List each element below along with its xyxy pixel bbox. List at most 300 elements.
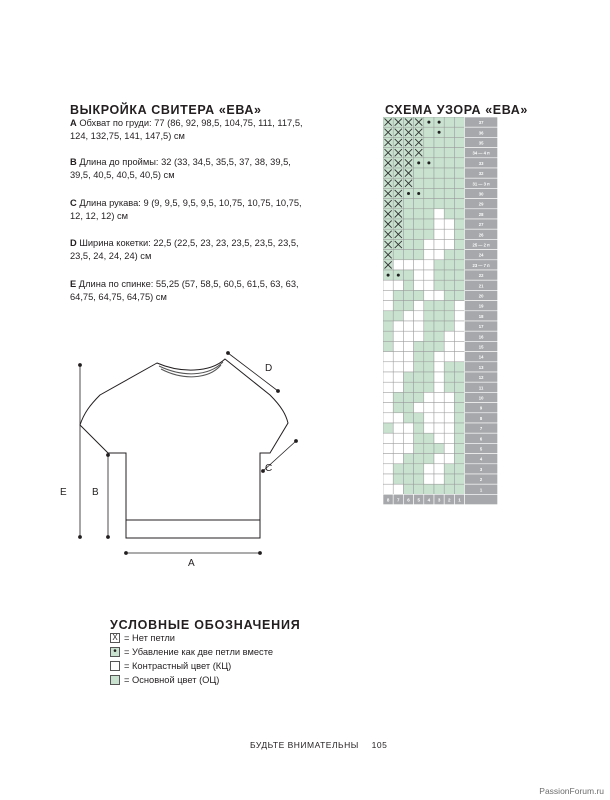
spec-text: Длина по спинке: 55,25 (57, 58,5, 60,5, 61,5, 63, 63, 64,75, 64,75, 64,75) см: [70, 279, 299, 303]
chart-cell: [383, 301, 393, 311]
chart-cell: [383, 311, 393, 321]
chart-cell: [403, 341, 413, 351]
chart-cell: [444, 362, 454, 372]
page-number: 105: [371, 740, 388, 750]
chart-cell: [444, 484, 454, 494]
chart-cell: [424, 362, 434, 372]
footer-text: БУДЬТЕ ВНИМАТЕЛЬНЫ: [250, 740, 359, 750]
chart-cell: [454, 362, 464, 372]
decrease-mark: [387, 274, 390, 277]
chart-cell: [424, 127, 434, 137]
chart-cell: [444, 137, 454, 147]
chart-cell: [424, 321, 434, 331]
chart-cell: [414, 280, 424, 290]
chart-cell: [403, 321, 413, 331]
hem-rib: [126, 520, 260, 538]
chart-cell: [414, 423, 424, 433]
chart-cell: [393, 454, 403, 464]
decrease-mark: [407, 192, 410, 195]
chart-cell: [393, 311, 403, 321]
chart-cell: [454, 117, 464, 127]
chart-cell: [424, 392, 434, 402]
chart-cell: [444, 403, 454, 413]
chart-cell: [454, 199, 464, 209]
spec-text: Длина до проймы: 32 (33, 34,5, 35,5, 37, 38, 39,5, 39,5, 40,5, 40,5, 40,5) см: [70, 157, 291, 181]
chart-cell: [403, 474, 413, 484]
row-label: 30: [478, 191, 484, 197]
chart-cell: [403, 239, 413, 249]
row-label: 4: [479, 456, 483, 462]
chart-cell: [414, 270, 424, 280]
row-label: 32: [478, 171, 484, 177]
chart-cell: [434, 433, 444, 443]
chart-cell: [454, 178, 464, 188]
chart-cell: [403, 484, 413, 494]
chart-cell: [424, 168, 434, 178]
legend-row-contrast: [110, 660, 231, 672]
chart-cell: [444, 290, 454, 300]
chart-cell: [424, 188, 434, 198]
chart-cell: [444, 321, 454, 331]
chart-cell: [454, 341, 464, 351]
chart-cell: [424, 454, 434, 464]
chart-cell: [454, 137, 464, 147]
chart-cell: [434, 382, 444, 392]
spec-letter: B: [70, 157, 77, 167]
knitting-chart: [383, 117, 498, 515]
chart-cell: [454, 301, 464, 311]
chart-cell: [454, 382, 464, 392]
chart-cell: [414, 341, 424, 351]
chart-cell: [434, 219, 444, 229]
pattern-title: ВЫКРОЙКА СВИТЕРА «ЕВА»: [70, 103, 262, 117]
row-label: 22: [478, 273, 484, 279]
row-label: 19: [478, 303, 484, 309]
chart-title: СХЕМА УЗОРА «ЕВА»: [385, 103, 528, 117]
chart-cell: [444, 199, 454, 209]
chart-cell: [414, 454, 424, 464]
legend-label: = Основной цвет (ОЦ): [124, 675, 220, 685]
chart-cell: [414, 219, 424, 229]
col-label: 5: [417, 497, 420, 503]
chart-cell: [424, 219, 434, 229]
chart-cell: [434, 250, 444, 260]
col-label: 3: [437, 497, 441, 503]
chart-cell: [454, 280, 464, 290]
watermark: PassionForum.ru: [539, 786, 604, 796]
chart-cell: [434, 331, 444, 341]
chart-cell: [434, 209, 444, 219]
legend-row-main: [110, 674, 219, 686]
chart-cell: [403, 352, 413, 362]
chart-cell: [414, 199, 424, 209]
col-label: 7: [397, 497, 400, 503]
chart-cell: [383, 433, 393, 443]
chart-cell: [393, 423, 403, 433]
chart-cell: [454, 474, 464, 484]
chart-cell: [454, 413, 464, 423]
chart-cell: [434, 290, 444, 300]
chart-cell: [454, 250, 464, 260]
chart-cell: [434, 321, 444, 331]
chart-cell: [444, 352, 454, 362]
chart-cell: [414, 301, 424, 311]
chart-cell: [454, 239, 464, 249]
chart-cell: [424, 331, 434, 341]
chart-cell: [434, 158, 444, 168]
chart-cell: [454, 321, 464, 331]
row-label: 13: [478, 364, 484, 370]
chart-cell: [414, 464, 424, 474]
chart-cell: [444, 188, 454, 198]
chart-cell: [383, 290, 393, 300]
main-color-swatch: [110, 675, 120, 685]
label-b: B: [92, 487, 99, 498]
chart-cell: [403, 301, 413, 311]
chart-cell: [383, 443, 393, 453]
decrease-mark: [417, 192, 420, 195]
chart-cell: [414, 443, 424, 453]
chart-cell: [434, 474, 444, 484]
chart-cell: [424, 464, 434, 474]
chart-cell: [393, 382, 403, 392]
row-label: 34 — 4 п: [472, 150, 490, 156]
chart-cell: [434, 362, 444, 372]
chart-cell: [414, 229, 424, 239]
legend-row-no-stitch: [110, 632, 175, 644]
legend-label: = Нет петли: [124, 633, 175, 643]
chart-cell: [424, 229, 434, 239]
chart-cell: [383, 474, 393, 484]
chart-cell: [383, 321, 393, 331]
row-label: 12: [478, 375, 484, 381]
chart-cell: [383, 372, 393, 382]
chart-cell: [434, 464, 444, 474]
chart-cell: [393, 474, 403, 484]
chart-cell: [434, 423, 444, 433]
row-label: 35: [478, 140, 484, 146]
chart-cell: [444, 260, 454, 270]
chart-cell: [424, 260, 434, 270]
chart-cell: [393, 484, 403, 494]
col-label: 1: [458, 497, 461, 503]
chart-cell: [424, 239, 434, 249]
chart-cell: [424, 484, 434, 494]
chart-cell: [434, 301, 444, 311]
page-footer: [250, 740, 387, 750]
chart-cell: [393, 413, 403, 423]
chart-cell: [444, 168, 454, 178]
chart-cell: [424, 270, 434, 280]
chart-cell: [454, 433, 464, 443]
chart-cell: [414, 413, 424, 423]
chart-cell: [424, 443, 434, 453]
col-label: 2: [448, 497, 451, 503]
chart-cell: [454, 219, 464, 229]
chart-cell: [424, 290, 434, 300]
chart-cell: [403, 362, 413, 372]
chart-cell: [403, 443, 413, 453]
chart-cell: [444, 301, 454, 311]
col-label: 4: [427, 497, 431, 503]
decrease-symbol: •: [110, 647, 120, 657]
row-label: 16: [478, 334, 484, 340]
chart-cell: [454, 260, 464, 270]
chart-cell: [444, 433, 454, 443]
row-label: 26: [478, 232, 484, 238]
chart-cell: [444, 392, 454, 402]
chart-cell: [444, 331, 454, 341]
chart-cell: [414, 362, 424, 372]
chart-cell: [393, 403, 403, 413]
chart-cell: [393, 341, 403, 351]
row-label: 18: [478, 313, 484, 319]
chart-cell: [454, 372, 464, 382]
chart-cell: [424, 137, 434, 147]
chart-cell: [414, 250, 424, 260]
chart-cell: [383, 392, 393, 402]
chart-cell: [424, 280, 434, 290]
chart-cell: [393, 372, 403, 382]
chart-cell: [403, 260, 413, 270]
label-d: D: [265, 363, 273, 374]
chart-cell: [424, 178, 434, 188]
chart-cell: [434, 270, 444, 280]
chart-cell: [444, 250, 454, 260]
chart-cell: [434, 341, 444, 351]
chart-cell: [444, 443, 454, 453]
chart-cell: [393, 331, 403, 341]
chart-cell: [403, 250, 413, 260]
label-c: C: [265, 463, 273, 474]
legend-label: = Контрастный цвет (КЦ): [124, 661, 232, 671]
chart-cell: [454, 392, 464, 402]
chart-cell: [424, 341, 434, 351]
row-label: 15: [478, 344, 484, 350]
chart-cell: [424, 474, 434, 484]
decrease-mark: [417, 161, 420, 164]
chart-cell: [444, 229, 454, 239]
chart-cell: [393, 362, 403, 372]
decrease-mark: [427, 121, 430, 124]
chart-cell: [383, 352, 393, 362]
row-label: 1: [479, 487, 483, 493]
chart-cell: [454, 331, 464, 341]
row-label: 8: [479, 415, 483, 421]
chart-cell: [403, 280, 413, 290]
chart-cell: [444, 219, 454, 229]
chart-cell: [454, 454, 464, 464]
chart-cell: [434, 443, 444, 453]
chart-cell: [424, 352, 434, 362]
chart-cell: [393, 464, 403, 474]
chart-cell: [403, 413, 413, 423]
col-label: 8: [386, 497, 390, 503]
row-label: 3: [479, 466, 483, 472]
label-e: E: [60, 487, 67, 498]
chart-cell: [454, 127, 464, 137]
row-label: 21: [478, 283, 484, 289]
chart-cell: [444, 127, 454, 137]
chart-cell: [444, 239, 454, 249]
chart-cell: [403, 423, 413, 433]
chart-cell: [454, 403, 464, 413]
row-label: 9: [479, 405, 483, 411]
row-label: 7: [479, 426, 483, 432]
chart-cell: [444, 454, 454, 464]
decrease-mark: [397, 274, 400, 277]
chart-cell: [424, 250, 434, 260]
spec-c: [70, 197, 310, 223]
row-label: 25 — 2 п: [472, 242, 490, 248]
chart-cell: [414, 260, 424, 270]
chart-cell: [383, 423, 393, 433]
chart-cell: [403, 199, 413, 209]
row-label: 5: [479, 446, 483, 452]
chart-cell: [424, 423, 434, 433]
chart-cell: [414, 331, 424, 341]
chart-cell: [424, 372, 434, 382]
chart-cell: [383, 413, 393, 423]
chart-cell: [454, 148, 464, 158]
chart-cell: [454, 229, 464, 239]
chart-cell: [424, 301, 434, 311]
chart-cell: [414, 321, 424, 331]
row-label: 36: [478, 130, 484, 136]
chart-cell: [403, 382, 413, 392]
chart-cell: [434, 229, 444, 239]
row-label: 24: [478, 252, 484, 258]
chart-cell: [444, 423, 454, 433]
legend-title: УСЛОВНЫЕ ОБОЗНАЧЕНИЯ: [110, 618, 301, 632]
spec-b: [70, 156, 310, 182]
chart-cell: [424, 311, 434, 321]
chart-cell: [414, 178, 424, 188]
chart-cell: [454, 484, 464, 494]
chart-cell: [414, 352, 424, 362]
chart-cell: [383, 280, 393, 290]
chart-cell: [403, 372, 413, 382]
chart-cell: [434, 260, 444, 270]
legend-label: = Убавление как две петли вместе: [124, 647, 274, 657]
chart-cell: [444, 280, 454, 290]
chart-cell: [414, 372, 424, 382]
chart-cell: [434, 392, 444, 402]
chart-cell: [454, 188, 464, 198]
chart-cell: [403, 311, 413, 321]
corner-cell: [465, 494, 498, 504]
chart-cell: [444, 474, 454, 484]
chart-cell: [424, 403, 434, 413]
chart-cell: [444, 372, 454, 382]
chart-cell: [434, 454, 444, 464]
chart-cell: [383, 484, 393, 494]
spec-a: [70, 117, 310, 143]
chart-cell: [403, 403, 413, 413]
spec-d: [70, 237, 310, 263]
chart-cell: [393, 280, 403, 290]
chart-cell: [403, 392, 413, 402]
chart-cell: [403, 331, 413, 341]
chart-cell: [434, 413, 444, 423]
chart-cell: [434, 137, 444, 147]
spec-letter: C: [70, 198, 77, 208]
chart-cell: [414, 392, 424, 402]
spec-text: Обхват по груди: 77 (86, 92, 98,5, 104,75, 111, 117,5, 124, 132,75, 141, 147,5) см: [70, 118, 303, 142]
chart-cell: [403, 209, 413, 219]
chart-cell: [393, 443, 403, 453]
chart-cell: [383, 362, 393, 372]
spec-letter: E: [70, 279, 77, 289]
row-label: 27: [478, 222, 484, 228]
chart-cell: [444, 209, 454, 219]
chart-cell: [454, 270, 464, 280]
row-label: 28: [478, 211, 484, 217]
spec-text: Ширина кокетки: 22,5 (22,5, 23, 23, 23,5, 23,5, 23,5, 23,5, 24, 24, 24) см: [70, 238, 299, 262]
row-label: 29: [478, 201, 484, 207]
chart-cell: [434, 484, 444, 494]
spec-letter: D: [70, 238, 77, 248]
row-label: 23 — 7 п: [472, 262, 490, 268]
chart-cell: [414, 433, 424, 443]
chart-cell: [454, 443, 464, 453]
chart-cell: [424, 433, 434, 443]
chart-cell: [403, 433, 413, 443]
chart-cell: [383, 331, 393, 341]
row-label: 10: [478, 395, 484, 401]
chart-cell: [454, 209, 464, 219]
chart-cell: [393, 352, 403, 362]
spec-e: [70, 278, 310, 304]
chart-cell: [434, 352, 444, 362]
chart-cell: [414, 239, 424, 249]
contrast-color-swatch: [110, 661, 120, 671]
chart-cell: [454, 290, 464, 300]
chart-cell: [393, 392, 403, 402]
chart-cell: [454, 311, 464, 321]
chart-cell: [383, 403, 393, 413]
row-label: 20: [478, 293, 484, 299]
chart-cell: [424, 382, 434, 392]
label-a: A: [188, 558, 195, 569]
chart-cell: [393, 290, 403, 300]
row-label: 33: [478, 160, 484, 166]
chart-cell: [444, 270, 454, 280]
chart-cell: [424, 199, 434, 209]
chart-cell: [414, 168, 424, 178]
chart-cell: [383, 454, 393, 464]
chart-cell: [403, 219, 413, 229]
row-label: 11: [478, 385, 484, 391]
chart-cell: [383, 382, 393, 392]
chart-cell: [393, 301, 403, 311]
chart-cell: [444, 464, 454, 474]
row-label: 2: [479, 477, 483, 483]
chart-cell: [434, 372, 444, 382]
chart-cell: [414, 290, 424, 300]
chart-cell: [434, 280, 444, 290]
chart-cell: [383, 341, 393, 351]
chart-cell: [414, 403, 424, 413]
decrease-mark: [438, 121, 441, 124]
chart-cell: [393, 250, 403, 260]
sweater-schematic: [60, 345, 310, 570]
chart-cell: [434, 188, 444, 198]
row-label: 17: [478, 324, 484, 330]
chart-cell: [434, 178, 444, 188]
chart-cell: [434, 199, 444, 209]
chart-cell: [434, 403, 444, 413]
